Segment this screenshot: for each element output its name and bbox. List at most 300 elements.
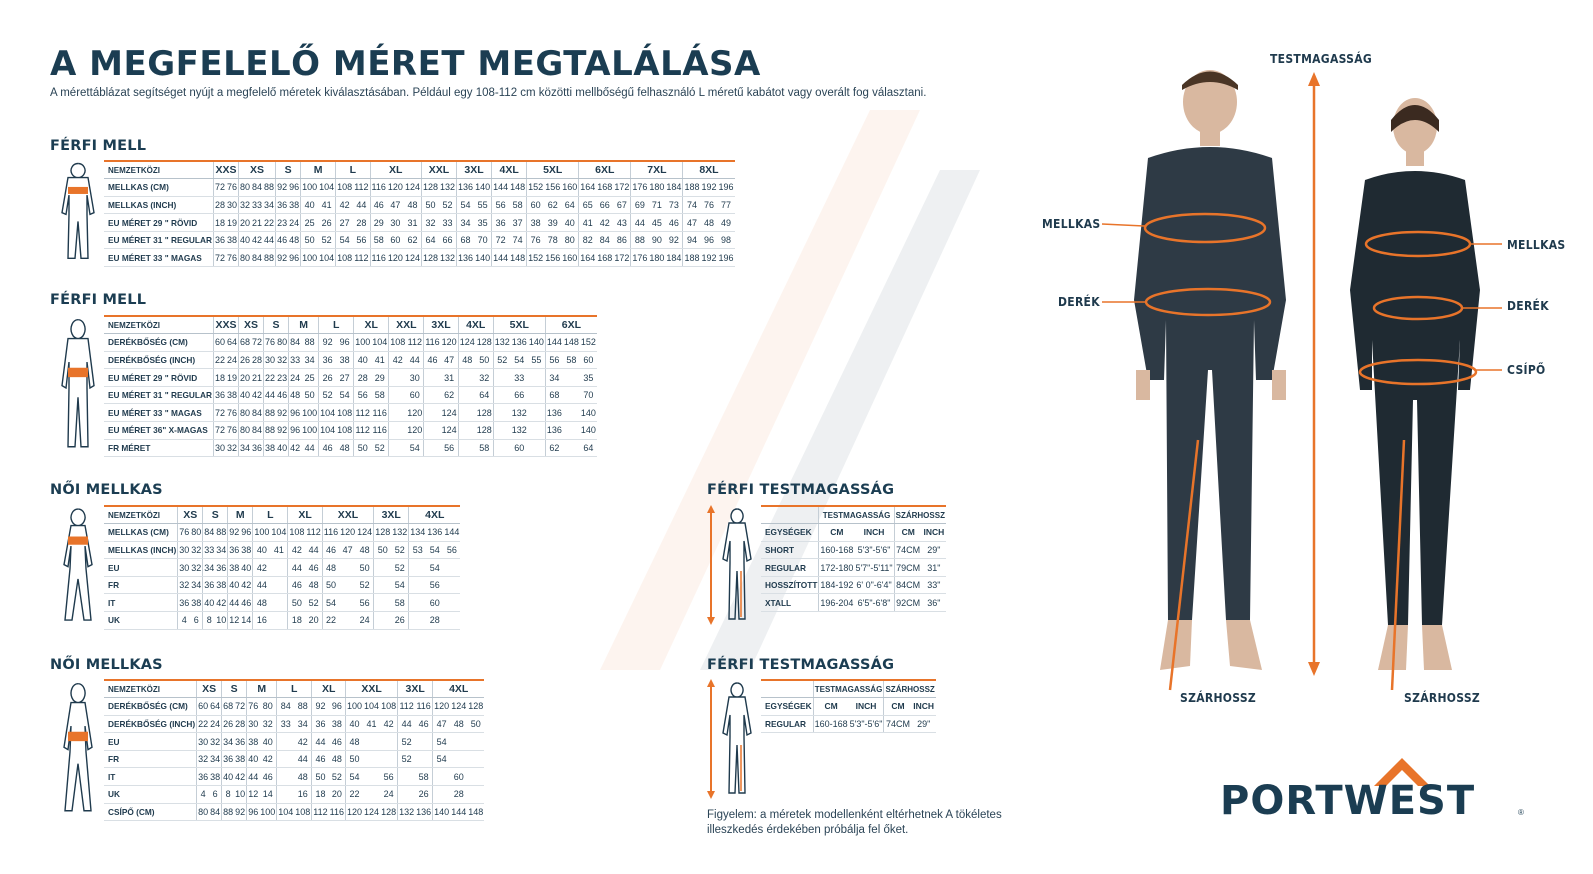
table-cell: 32 — [476, 369, 494, 387]
size-header: 5XL — [493, 316, 545, 334]
table-cell: 42 — [380, 715, 398, 733]
table-cell: 96 — [329, 698, 346, 716]
table-cell: 96 — [336, 334, 354, 352]
table-header-row — [104, 506, 460, 524]
table-cell: 21 — [251, 214, 263, 232]
table-cell: 47 — [441, 351, 459, 369]
table-cell: 42 — [253, 559, 271, 577]
table-cell: 92 — [276, 404, 289, 422]
table-cell: 38 — [226, 231, 239, 249]
table-cell — [363, 733, 380, 751]
size-header: 3XL — [398, 680, 433, 698]
table-cell: 128 — [421, 179, 439, 197]
table-cell: 55 — [528, 351, 546, 369]
table-cell: 22 — [322, 612, 339, 630]
table-cell: 32 — [197, 750, 210, 768]
table-cell: 80 — [197, 803, 210, 821]
table-cell: 32 — [421, 214, 439, 232]
table-cell: 54 — [406, 439, 424, 457]
table-cell: 196 — [718, 249, 735, 267]
table-cell: 48 — [329, 750, 346, 768]
table-cell: 108 — [336, 179, 354, 197]
table-cell: 100 — [253, 524, 271, 542]
table-cell: 100 — [301, 404, 319, 422]
table-cell: 5'3"-5'6" — [854, 541, 894, 559]
table-cell: 58 — [476, 439, 494, 457]
table-cell: 40 — [561, 214, 579, 232]
table-cell: 34 — [239, 439, 252, 457]
row-label: EU MÉRET 29 " RÖVID — [104, 214, 213, 232]
table-cell: 180 — [648, 249, 665, 267]
table-cell: 40 — [253, 541, 271, 559]
table-cell: 62 — [544, 196, 561, 214]
header-label: NEMZETKÖZI — [104, 506, 178, 524]
table-cell: 64 — [476, 386, 494, 404]
table-cell — [270, 576, 288, 594]
table-cell: 26 — [319, 369, 337, 387]
table-cell: 69 — [631, 196, 649, 214]
table-cell: 30 — [178, 541, 191, 559]
table-cell: 10 — [234, 786, 247, 804]
size-header: M — [289, 316, 319, 334]
row-label: UK — [104, 612, 178, 630]
table-cell: 72 — [213, 422, 226, 440]
table-cell: 46 — [424, 351, 441, 369]
table-cell: 60 — [406, 386, 424, 404]
table-cell: 62 — [545, 439, 563, 457]
table-cell: 23 — [276, 369, 289, 387]
table-cell — [493, 404, 511, 422]
table-cell: 140 — [474, 179, 492, 197]
table-cell: 112 — [353, 179, 370, 197]
size-header: 8XL — [683, 161, 735, 179]
male-model — [1134, 70, 1286, 670]
logo-text: PORTWEST — [1220, 778, 1476, 824]
table-row — [761, 541, 946, 559]
table-cell: 31 — [404, 214, 422, 232]
table-cell: 152 — [527, 179, 545, 197]
table-cell — [424, 422, 441, 440]
table-cell: 108 — [389, 334, 407, 352]
table-cell: 58 — [370, 231, 387, 249]
table-row — [104, 698, 484, 716]
table-cell: 46 — [322, 541, 339, 559]
table-cell: 40 — [239, 386, 252, 404]
table-cell: 48 — [288, 231, 301, 249]
height-table — [761, 505, 946, 612]
table-cell: 160 — [561, 249, 579, 267]
table-cell: 40 — [239, 231, 252, 249]
table-cell: 47 — [387, 196, 404, 214]
table-cell: 36 — [222, 750, 235, 768]
table-cell: 128 — [476, 422, 494, 440]
table-cell: 76 — [700, 196, 717, 214]
table-cell: 30 — [264, 351, 277, 369]
table-cell: 42 — [294, 733, 312, 751]
table-cell: 44 — [305, 541, 322, 559]
table-cell: 38 — [527, 214, 545, 232]
table-cell: 33 — [277, 715, 295, 733]
table-cell: 22 — [213, 351, 226, 369]
table-cell: 6' 0"-6'4" — [854, 576, 894, 594]
table-cell: 40 — [346, 715, 364, 733]
height-unit-cell: EGYSÉGEK — [761, 698, 813, 716]
size-table — [104, 160, 735, 267]
table-cell: 50 — [301, 386, 319, 404]
table-cell: 36 — [215, 559, 228, 577]
table-header-row — [104, 161, 735, 179]
table-cell: 104 — [277, 803, 295, 821]
table-cell: 41 — [579, 214, 597, 232]
table-cell: 35 — [580, 369, 597, 387]
table-cell: 148 — [563, 334, 580, 352]
table-cell: 55 — [474, 196, 492, 214]
table-cell: 160-168 — [813, 715, 849, 733]
table-cell — [433, 768, 451, 786]
portwest-logo — [1220, 756, 1530, 826]
table-cell: 148 — [467, 803, 484, 821]
table-cell: 76 — [247, 698, 260, 716]
table-cell: 24 — [380, 786, 398, 804]
table-cell: 25 — [301, 369, 319, 387]
table-cell: 128 — [467, 698, 484, 716]
table-cell: 120 — [387, 179, 404, 197]
table-cell: 18 — [213, 369, 226, 387]
table-cell: 48 — [346, 733, 364, 751]
table-cell: 28 — [426, 612, 443, 630]
table-cell: 54 — [322, 594, 339, 612]
table-cell: 136 — [457, 179, 475, 197]
table-cell: 124 — [441, 404, 459, 422]
table-cell: 38 — [336, 351, 354, 369]
table-cell — [563, 369, 580, 387]
table-header-row — [104, 316, 597, 334]
table-cell: 8 — [203, 612, 216, 630]
table-cell: 108 — [336, 404, 354, 422]
table-cell: 84 — [251, 422, 264, 440]
table-cell: 60 — [527, 196, 545, 214]
table-cell: 56 — [426, 576, 443, 594]
size-table — [104, 679, 484, 821]
table-cell: 29" — [912, 715, 936, 733]
table-cell: 41 — [318, 196, 336, 214]
table-cell: 56 — [356, 594, 374, 612]
table-cell: 60 — [387, 231, 404, 249]
table-cell: 88 — [294, 698, 312, 716]
table-cell: 52 — [398, 750, 416, 768]
fit-note: Figyelem: a méretek modellenként eltérhetnek A tökéletes illeszkedés érdekében próbálja fel őket. — [707, 809, 1002, 836]
table-cell: 104 — [363, 698, 380, 716]
table-cell: 80 — [239, 249, 252, 267]
table-cell: 36 — [203, 576, 216, 594]
size-header: 5XL — [527, 161, 579, 179]
table-cell: 116 — [371, 404, 389, 422]
table-cell: 100 — [259, 803, 277, 821]
table-cell: 45 — [648, 214, 665, 232]
table-cell: 28 — [213, 196, 226, 214]
section-title-men-waist: FÉRFI MELL — [50, 292, 147, 308]
table-row — [104, 803, 484, 821]
table-cell: 77 — [718, 196, 735, 214]
table-cell: 52 — [371, 439, 389, 457]
table-cell — [458, 422, 476, 440]
table-cell: 64 — [561, 196, 579, 214]
table-cell: 72 — [492, 231, 510, 249]
table-cell — [409, 559, 427, 577]
row-label: XTALL — [761, 594, 819, 612]
table-cell: 112 — [406, 334, 424, 352]
table-cell: 20 — [239, 214, 252, 232]
table-cell: 4 — [178, 612, 191, 630]
height-unit-cell: CM — [884, 698, 912, 716]
table-cell: 92 — [665, 231, 683, 249]
size-header: 6XL — [545, 316, 597, 334]
table-cell — [374, 594, 392, 612]
table-cell: 30 — [406, 369, 424, 387]
table-cell: 36 — [213, 231, 226, 249]
table-cell: 184 — [665, 249, 683, 267]
size-header: XL — [288, 506, 322, 524]
table-row — [104, 422, 597, 440]
table-cell: 42 — [288, 541, 306, 559]
table-cell: 76 — [226, 249, 239, 267]
table-cell: 152 — [527, 249, 545, 267]
table-cell: 132 — [493, 334, 511, 352]
table-cell: 50 — [354, 439, 372, 457]
table-cell: 48 — [289, 386, 302, 404]
row-label: EU MÉRET 33 " MAGAS — [104, 404, 213, 422]
table-cell — [277, 786, 295, 804]
table-cell: 50 — [301, 231, 319, 249]
table-cell: 30 — [226, 196, 239, 214]
table-cell: 44 — [301, 439, 319, 457]
table-cell — [409, 576, 427, 594]
table-cell — [389, 369, 407, 387]
table-cell: 36 — [228, 541, 241, 559]
table-cell: 46 — [305, 559, 322, 577]
section-title-men-chest: FÉRFI MELL — [50, 138, 147, 154]
table-cell: 84 — [251, 179, 263, 197]
table-cell: 50 — [322, 576, 339, 594]
table-cell — [528, 404, 546, 422]
table-row — [761, 594, 946, 612]
table-cell: 56 — [545, 351, 563, 369]
table-cell: 96 — [289, 422, 302, 440]
table-cell: 140 — [580, 404, 597, 422]
row-label: EU MÉRET 36" X-MAGAS — [104, 422, 213, 440]
table-cell: 78 — [544, 231, 561, 249]
table-cell: 168 — [596, 179, 613, 197]
table-cell: 14 — [240, 612, 253, 630]
table-cell: 132 — [511, 422, 528, 440]
table-cell — [398, 786, 416, 804]
table-cell: 92 — [234, 803, 247, 821]
table-cell: 64 — [421, 231, 439, 249]
table-cell: 100 — [301, 179, 319, 197]
table-cell: 84 — [203, 524, 216, 542]
measure-band — [68, 732, 88, 741]
table-cell: 128 — [421, 249, 439, 267]
table-cell: 44 — [631, 214, 649, 232]
table-cell: 29 — [371, 369, 389, 387]
table-cell: 34 — [190, 576, 203, 594]
table-cell: 24 — [289, 369, 302, 387]
table-cell: 176 — [631, 179, 649, 197]
table-cell: 30 — [213, 439, 226, 457]
table-cell: 104 — [319, 404, 337, 422]
table-cell: 144 — [450, 803, 467, 821]
size-header: XL — [370, 161, 421, 179]
table-cell: 54 — [457, 196, 475, 214]
size-header: L — [277, 680, 312, 698]
table-cell: 84 — [596, 231, 613, 249]
row-label: UK — [104, 786, 197, 804]
row-label: SHORT — [761, 541, 819, 559]
female-chest-figure-icon — [50, 505, 106, 626]
table-cell: 164 — [579, 179, 597, 197]
table-cell: 36 — [197, 768, 210, 786]
table-cell: 68 — [457, 231, 475, 249]
label-chest-male: MELLKAS — [1042, 217, 1101, 231]
label-inseam-female: SZÁRHOSSZ — [1404, 691, 1481, 705]
table-cell: 80 — [190, 524, 203, 542]
table-cell: 172 — [613, 179, 631, 197]
table-cell: 60 — [213, 334, 226, 352]
table-cell: 76 — [226, 404, 239, 422]
table-cell: 40 — [354, 351, 372, 369]
table-cell: 64 — [226, 334, 239, 352]
table-cell: 47 — [433, 715, 451, 733]
table-cell: 20 — [239, 369, 252, 387]
row-label: EU MÉRET 31 " REGULAR — [104, 386, 213, 404]
table-cell — [415, 733, 433, 751]
table-cell: 36 — [312, 715, 329, 733]
table-cell: 144 — [492, 179, 510, 197]
table-cell: 92 — [312, 698, 329, 716]
table-cell: 54 — [433, 733, 451, 751]
table-cell: 40 — [276, 439, 289, 457]
table-cell: 50 — [346, 750, 364, 768]
table-cell — [458, 369, 476, 387]
table-cell: 98 — [718, 231, 735, 249]
table-cell: 30 — [387, 214, 404, 232]
table-cell: 176 — [631, 249, 649, 267]
table-cell: 56 — [353, 231, 370, 249]
table-cell: 108 — [288, 524, 306, 542]
table-cell: 60 — [197, 698, 210, 716]
table-row — [104, 524, 460, 542]
height-group-header: SZÁRHOSSZ — [894, 506, 946, 524]
table-cell: 100 — [354, 334, 372, 352]
table-cell: 92 — [319, 334, 337, 352]
size-header: XS — [197, 680, 222, 698]
label-waist-male: DERÉK — [1058, 295, 1100, 309]
table-cell — [339, 594, 356, 612]
table-cell — [563, 404, 580, 422]
table-row — [104, 715, 484, 733]
table-row — [104, 214, 735, 232]
table-cell: 47 — [339, 541, 356, 559]
table-cell: 156 — [544, 249, 561, 267]
size-header: S — [276, 161, 301, 179]
table-cell — [467, 733, 484, 751]
table-cell: 120 — [346, 803, 364, 821]
row-label: CSÍPŐ (CM) — [104, 803, 197, 821]
table-cell: 132 — [511, 404, 528, 422]
table-cell: 88 — [301, 334, 319, 352]
size-header: XS — [239, 161, 276, 179]
table-cell: 188 — [683, 179, 701, 197]
table-cell — [458, 439, 476, 457]
table-cell: 60 — [511, 439, 528, 457]
table-cell: 36 — [178, 594, 191, 612]
table-cell: 36 — [319, 351, 337, 369]
table-cell: 42 — [336, 196, 354, 214]
table-cell: 42 — [389, 351, 407, 369]
table-cell: 144 — [545, 334, 563, 352]
table-cell: 43 — [613, 214, 631, 232]
table-cell — [409, 594, 427, 612]
table-cell: 46 — [240, 594, 253, 612]
table-cell: 38 — [240, 541, 253, 559]
table-cell: 112 — [398, 698, 416, 716]
table-cell: 148 — [509, 179, 527, 197]
table-cell: 92 — [228, 524, 241, 542]
table-row — [104, 559, 460, 577]
table-cell: 50 — [421, 196, 439, 214]
size-header: S — [203, 506, 228, 524]
page-subtitle: A mérettáblázat segítséget nyújt a megfelelő méretek kiválasztásában. Például egy 108-112 cm közötti mellbőségű felhasználó L méretű kabátot vagy overált fog választani. — [50, 87, 927, 99]
table-cell — [339, 559, 356, 577]
table-cell: 44 — [312, 733, 329, 751]
table-cell: 34 — [457, 214, 475, 232]
table-cell: 108 — [336, 249, 354, 267]
table-cell — [363, 768, 380, 786]
table-cell: 72 — [251, 334, 264, 352]
table-cell: 32 — [239, 196, 252, 214]
table-cell: 160 — [561, 179, 579, 197]
table-cell: 94 — [683, 231, 701, 249]
table-cell: 38 — [190, 594, 203, 612]
table-cell: 34 — [545, 369, 563, 387]
table-cell: 38 — [234, 750, 247, 768]
measure-band — [68, 537, 88, 545]
table-cell: 42 — [251, 231, 263, 249]
table-cell — [424, 439, 441, 457]
table-cell: 19 — [226, 369, 239, 387]
size-header: L — [253, 506, 288, 524]
height-unit-cell: CM — [813, 698, 849, 716]
table-cell: 42 — [259, 750, 277, 768]
row-label: EU — [104, 559, 178, 577]
table-cell: 46 — [329, 733, 346, 751]
table-cell — [467, 768, 484, 786]
table-row — [104, 351, 597, 369]
table-cell: 28 — [251, 351, 264, 369]
table-cell: 44 — [294, 750, 312, 768]
table-cell — [415, 750, 433, 768]
table-cell: 38 — [228, 559, 241, 577]
table-cell: 47 — [683, 214, 701, 232]
table-cell: 112 — [353, 249, 370, 267]
table-cell: 39 — [544, 214, 561, 232]
table-cell — [433, 786, 451, 804]
table-cell: 38 — [215, 576, 228, 594]
table-cell: 144 — [492, 249, 510, 267]
size-header: L — [319, 316, 354, 334]
table-cell: 80 — [259, 698, 277, 716]
table-cell: 52 — [356, 576, 374, 594]
